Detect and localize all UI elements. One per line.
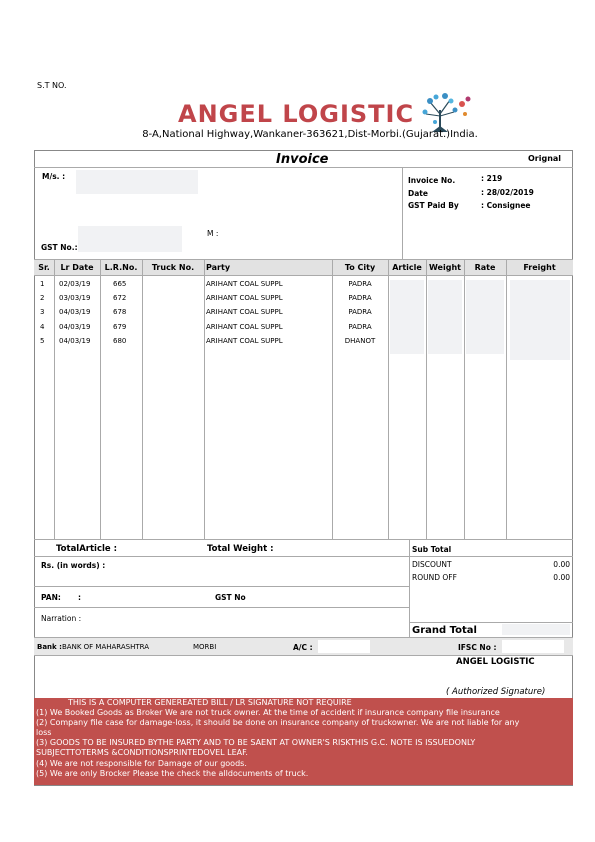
row-party: ARIHANT COAL SUPPL xyxy=(206,337,283,345)
col-party: Party xyxy=(206,263,231,272)
round-off-label: ROUND OFF xyxy=(412,573,457,582)
col-sr: Sr. xyxy=(38,263,50,272)
row-party: ARIHANT COAL SUPPL xyxy=(206,323,283,331)
row-party: ARIHANT COAL SUPPL xyxy=(206,294,283,302)
total-article-label: TotalArticle : xyxy=(56,544,118,554)
divider xyxy=(402,167,403,259)
divider xyxy=(34,167,573,168)
row-city: PADRA xyxy=(348,323,372,331)
gst-value-redacted xyxy=(78,226,182,252)
col-lr-no: L.R.No. xyxy=(104,263,138,272)
pan-label: PAN: xyxy=(41,593,61,602)
note-line: loss xyxy=(36,728,52,738)
divider xyxy=(100,259,101,539)
gst-paid-value: : Consignee xyxy=(481,201,531,210)
ac-value-redacted xyxy=(318,640,370,653)
row-lr: 665 xyxy=(113,280,127,288)
col-rate: Rate xyxy=(474,263,496,272)
round-off-value: 0.00 xyxy=(553,573,570,582)
bank-label: Bank : xyxy=(37,643,62,651)
divider xyxy=(34,539,573,540)
row-city: PADRA xyxy=(348,294,372,302)
row-city: DHANOT xyxy=(344,337,376,345)
row-sr: 3 xyxy=(40,308,45,316)
gst-paid-label: GST Paid By xyxy=(408,201,459,210)
divider xyxy=(506,259,507,539)
divider xyxy=(464,259,465,539)
weight-values-redacted xyxy=(428,280,462,354)
ifsc-label: IFSC No : xyxy=(458,643,497,652)
note-line: (2) Company file case for damage-loss, it should be done on insurance company of truckowner. We are not liable for any xyxy=(36,718,520,728)
col-article: Article xyxy=(392,263,422,272)
row-sr: 1 xyxy=(40,280,45,288)
date-value: : 28/02/2019 xyxy=(481,188,534,197)
discount-value: 0.00 xyxy=(553,560,570,569)
ac-label: A/C : xyxy=(293,643,313,652)
row-date: 03/03/19 xyxy=(59,294,91,302)
divider xyxy=(142,259,143,539)
divider xyxy=(34,586,409,587)
ms-label: M/s. : xyxy=(42,172,66,181)
authorized-signature: ( Authorized Signature) xyxy=(446,687,546,697)
note-line: THIS IS A COMPUTER GENEREATED BILL / LR SIGNATURE NOT REQUIRE xyxy=(68,698,352,707)
gst-no-label: GST No xyxy=(215,593,246,602)
bank-name: BANK OF MAHARASHTRA xyxy=(62,643,150,651)
bank-branch: MORBI xyxy=(193,643,217,651)
grand-total-redacted xyxy=(502,624,570,635)
narration-label: Narration : xyxy=(41,614,82,623)
col-weight: Weight xyxy=(429,263,461,272)
rate-values-redacted xyxy=(466,280,504,354)
row-city: PADRA xyxy=(348,308,372,316)
row-party: ARIHANT COAL SUPPL xyxy=(206,280,283,288)
row-party: ARIHANT COAL SUPPL xyxy=(206,308,283,316)
company-name: ANGEL LOGISTIC xyxy=(178,100,415,128)
invoice-no-value: : 219 xyxy=(481,174,503,183)
st-no-label: S.T NO. xyxy=(37,81,67,90)
row-date: 04/03/19 xyxy=(59,308,91,316)
row-lr: 678 xyxy=(113,308,127,316)
article-values-redacted xyxy=(390,280,424,354)
row-sr: 4 xyxy=(40,323,45,331)
col-freight: Freight xyxy=(523,263,556,272)
row-sr: 2 xyxy=(40,294,45,302)
note-line: (5) We are only Brocker Please the check the alldocuments of truck. xyxy=(36,768,309,778)
date-label: Date xyxy=(408,189,428,198)
note-line: (1) We Booked Goods as Broker We are not truck owner. At the time of accident if insurance company file insurance xyxy=(36,708,500,718)
divider xyxy=(54,259,55,539)
discount-label: DISCOUNT xyxy=(412,560,452,569)
row-date: 04/03/19 xyxy=(59,323,91,331)
sub-total-label: Sub Total xyxy=(412,545,452,554)
signature-company: ANGEL LOGISTIC xyxy=(456,657,535,667)
row-date: 04/03/19 xyxy=(59,337,91,345)
terms-notes xyxy=(34,698,573,785)
invoice-title: Invoice xyxy=(276,152,329,167)
divider xyxy=(409,622,573,623)
copy-label: Orignal xyxy=(528,154,562,163)
note-line: SUBJECTTOTERMS &CONDITIONSPRINTEDOVEL LEAF. xyxy=(36,748,248,758)
company-logo-icon xyxy=(418,92,474,134)
row-lr: 679 xyxy=(113,323,127,331)
grand-total-label: Grand Total xyxy=(412,625,477,636)
row-date: 02/03/19 xyxy=(59,280,91,288)
divider xyxy=(34,556,573,557)
company-address: 8-A,National Highway,Wankaner-363621,Dist-Morbi.(Gujarat.)India. xyxy=(142,129,478,140)
divider xyxy=(426,259,427,539)
ifsc-value-redacted xyxy=(502,640,564,653)
ms-value-redacted xyxy=(76,170,198,194)
divider xyxy=(34,655,573,656)
col-to-city: To City xyxy=(344,263,376,272)
col-lr-date: Lr Date xyxy=(60,263,94,272)
total-weight-label: Total Weight : xyxy=(207,544,274,554)
rs-words-label: Rs. (in words) : xyxy=(41,561,106,570)
divider xyxy=(388,259,389,539)
row-lr: 672 xyxy=(113,294,127,302)
row-sr: 5 xyxy=(40,337,45,345)
gst-label: GST No.: xyxy=(41,243,78,252)
row-city: PADRA xyxy=(348,280,372,288)
note-line: (3) GOODS TO BE INSURED BYTHE PARTY AND TO BE SAENT AT OWNER'S RISKTHIS G.C. NOTE IS ISSUEDONLY xyxy=(36,738,476,748)
freight-values-redacted xyxy=(510,280,570,360)
row-lr: 680 xyxy=(113,337,127,345)
invoice-no-label: Invoice No. xyxy=(408,176,456,185)
divider xyxy=(34,607,409,608)
pan-colon: : xyxy=(78,593,81,602)
col-truck-no: Truck No. xyxy=(151,263,195,272)
m-label: M : xyxy=(207,229,219,238)
divider xyxy=(204,259,205,539)
note-line: (4) We are not responsible for Damage of our goods. xyxy=(36,758,247,768)
